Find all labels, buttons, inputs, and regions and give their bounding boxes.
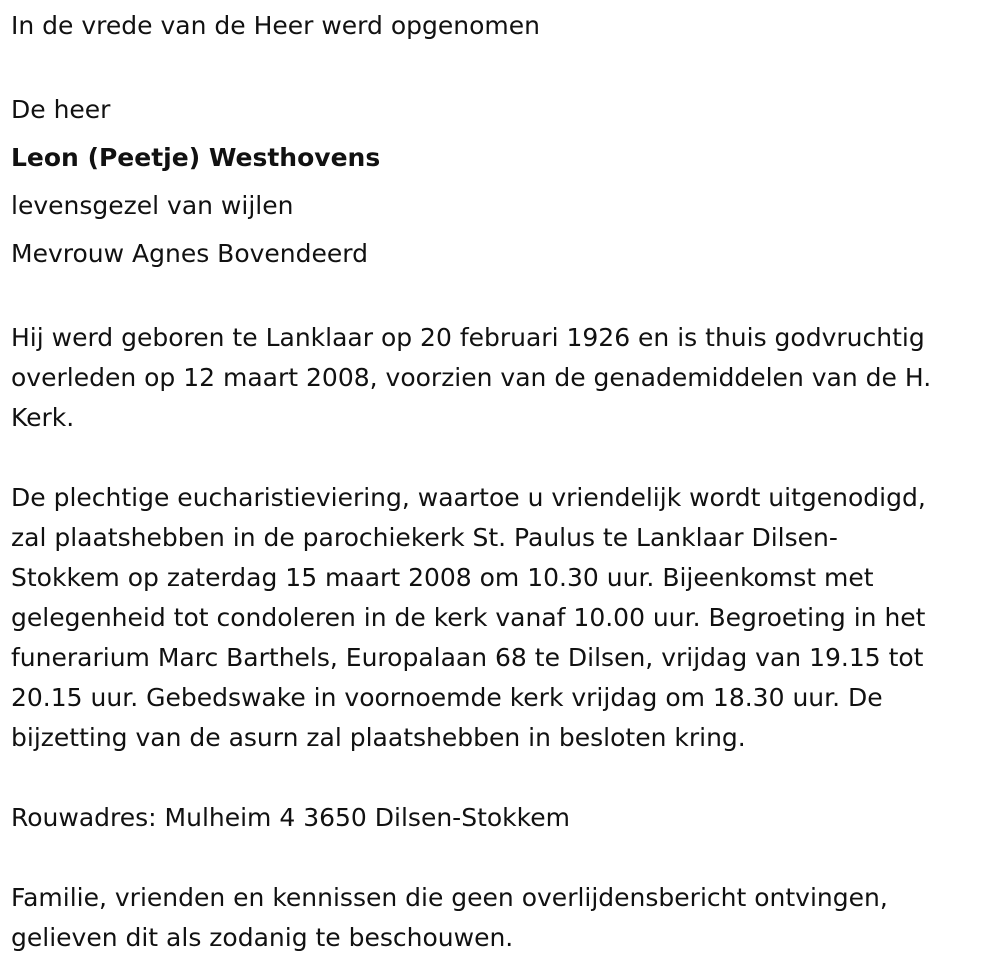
ceremony-paragraph (11, 478, 996, 758)
paragraph-line: Kerk. (11, 403, 75, 432)
paragraph-line: gelieven dit als zodanig te beschouwen. (11, 923, 514, 952)
spacer (11, 46, 996, 86)
relation-line: levensgezel van wijlen (11, 191, 294, 220)
paragraph-line: De plechtige eucharistieviering, waartoe u vriendelijk wordt uitgenodigd, (11, 483, 926, 512)
birth-death-paragraph (11, 318, 996, 438)
paragraph-line: zal plaatshebben in de parochiekerk St. Paulus te Lanklaar Dilsen- (11, 523, 838, 552)
paragraph-line: overleden op 12 maart 2008, voorzien van de genademiddelen van de H. (11, 363, 932, 392)
spacer (11, 438, 996, 478)
spacer (11, 278, 996, 318)
salutation: De heer (11, 95, 111, 124)
closing-paragraph (11, 878, 996, 958)
paragraph-line: gelegenheid tot condoleren in de kerk vanaf 10.00 uur. Begroeting in het (11, 603, 926, 632)
paragraph-line: Stokkem op zaterdag 15 maart 2008 om 10.30 uur. Bijeenkomst met (11, 563, 874, 592)
paragraph-line: 20.15 uur. Gebedswake in voornoemde kerk vrijdag om 18.30 uur. De (11, 683, 883, 712)
paragraph-line: Hij werd geboren te Lanklaar op 20 februari 1926 en is thuis godvruchtig (11, 323, 925, 352)
death-notice (11, 6, 996, 958)
deceased-name: Leon (Peetje) Westhovens (11, 143, 381, 172)
spacer (11, 758, 996, 798)
paragraph-line: funerarium Marc Barthels, Europalaan 68 te Dilsen, vrijdag van 19.15 tot (11, 643, 924, 672)
spacer (11, 838, 996, 878)
paragraph-line: bijzetting van de asurn zal plaatshebben in besloten kring. (11, 723, 746, 752)
partner-name: Mevrouw Agnes Bovendeerd (11, 239, 368, 268)
mourning-address: Rouwadres: Mulheim 4 3650 Dilsen-Stokkem (11, 803, 570, 832)
deceased-block (11, 86, 996, 278)
paragraph-line: Familie, vrienden en kennissen die geen overlijdensbericht ontvingen, (11, 883, 888, 912)
intro-line: In de vrede van de Heer werd opgenomen (11, 11, 540, 40)
